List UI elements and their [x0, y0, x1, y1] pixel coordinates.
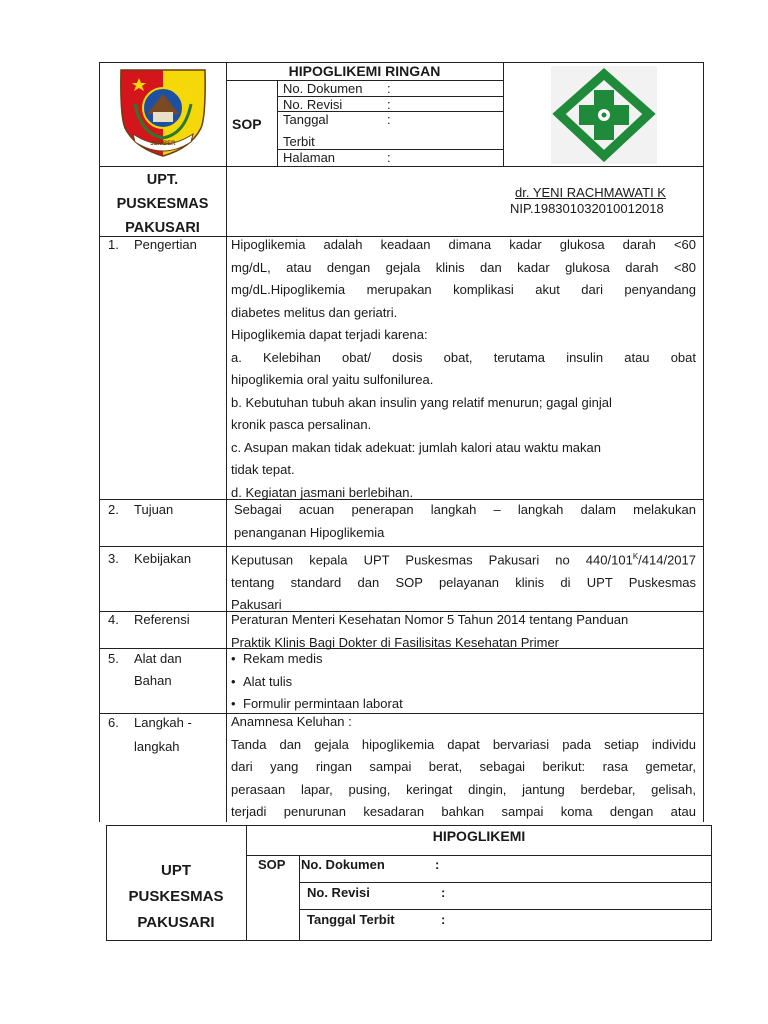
content-line: Pakusari — [231, 597, 282, 613]
bullet-item: • Formulir permintaan laborat — [231, 693, 696, 716]
kebijakan-text-end: /414/2017 — [638, 552, 696, 568]
row-label: Bahan — [134, 673, 172, 688]
content-line: Sebagai acuan penerapan langkah – langkah dalam melakukan — [234, 502, 696, 517]
content-line: kronik pasca persalinan. — [231, 417, 372, 432]
field-no-dokumen-colon: : — [387, 81, 391, 96]
row-content — [231, 711, 696, 824]
content-line: tentang standard dan SOP pelayanan klinis di UPT Puskesmas — [231, 574, 696, 590]
next-field-no-revisi-colon: : — [441, 885, 446, 900]
content-line: diabetes melitus dan geriatri. — [231, 304, 398, 320]
content-line: Praktik Klinis Bagi Dokter di Fasilisitas Kesehatan Primer — [231, 634, 560, 650]
content-line — [231, 546, 696, 572]
content-line: Hipoglikemia adalah keadaan dimana kadar glukosa darah <60 — [231, 237, 696, 252]
next-field-no-dokumen-colon: : — [435, 857, 440, 872]
content-line: terjadi penurunan kesadaran bahkan sampai koma dengan atau — [231, 804, 696, 819]
row-label: Langkah - — [134, 715, 192, 730]
sop-title: HIPOGLIKEMI RINGAN — [288, 63, 441, 79]
field-no-revisi-colon: : — [387, 97, 391, 112]
row-number: 3. — [108, 551, 119, 566]
content-line: a. Kelebihan obat/ dosis obat, terutama insulin atau obat — [231, 349, 696, 365]
next-sop-title: HIPOGLIKEMI — [432, 828, 526, 844]
content-line: perasaan lapar, pusing, keringat dingin, jantung berdebar, gelisah, — [231, 781, 696, 797]
next-org-line-3: PAKUSARI — [137, 914, 215, 931]
row-number: 6. — [108, 715, 119, 730]
content-line: mg/dL.Hipoglikemia merupakan komplikasi akut dari penyandang — [231, 282, 696, 297]
signer-nip: NIP.198301032010012018 — [510, 201, 664, 216]
puskesmas-logo — [551, 66, 657, 164]
row-content — [231, 546, 696, 617]
row-number: 2. — [108, 502, 119, 517]
content-line: b. Kebutuhan tubuh akan insulin yang relatif menurun; gagal ginjal — [231, 394, 612, 410]
jember-regency-logo — [117, 64, 209, 162]
row-label: Pengertian — [134, 237, 197, 252]
content-line: Anamnesa Keluhan : — [231, 714, 352, 729]
next-field-tanggal-colon: : — [441, 912, 446, 927]
bullet-item: • Rekam medis — [231, 648, 696, 671]
sop-label: SOP — [232, 116, 262, 132]
content-line: hipoglikemia oral yaitu sulfonilurea. — [231, 372, 434, 387]
row-content — [234, 499, 696, 544]
row-number: 4. — [108, 612, 119, 627]
org-line-1: UPT. — [146, 172, 179, 188]
org-line-3: PAKUSARI — [125, 220, 200, 236]
next-field-tanggal-label: Tanggal Terbit — [307, 912, 395, 927]
signer-name: dr. YENI RACHMAWATI K — [515, 185, 666, 200]
row-content — [231, 234, 696, 504]
content-line: tidak tepat. — [231, 462, 295, 477]
row-number: 5. — [108, 651, 119, 666]
content-line: dari yang ringan sampai berat, sebagai berikut: rasa gemetar, — [231, 759, 696, 774]
content-line: Hipoglikemia dapat terjadi karena: — [231, 327, 428, 342]
field-terbit-label: Terbit — [283, 134, 315, 149]
next-field-no-dokumen-label: No. Dokumen — [301, 857, 385, 872]
next-sop-label: SOP — [258, 857, 286, 872]
content-line: penanganan Hipoglikemia — [234, 524, 385, 540]
row-label: Kebijakan — [134, 551, 192, 566]
field-tanggal-label: Tanggal — [283, 112, 329, 127]
row-label: langkah — [134, 739, 180, 754]
next-field-no-revisi-label: No. Revisi — [307, 885, 370, 900]
kebijakan-superscript: K — [632, 552, 639, 561]
next-org-line-1: UPT — [161, 862, 191, 879]
field-halaman-label: Halaman — [283, 150, 336, 165]
row-label: Alat dan — [134, 651, 182, 666]
content-line: Tanda dan gejala hipoglikemia dapat bervariasi pada setiap individu — [231, 736, 696, 752]
content-line: d. Kegiatan jasmani berlebihan. — [231, 484, 414, 500]
logo-caption: JEMBER — [150, 141, 176, 147]
field-no-dokumen-label: No. Dokumen — [283, 81, 363, 96]
kebijakan-text-start: Keputusan kepala UPT Puskesmas Pakusari no 440/101 — [231, 552, 633, 568]
next-org-line-2: PUSKESMAS — [128, 888, 224, 905]
content-line: c. Asupan makan tidak adekuat: jumlah kalori atau waktu makan — [231, 439, 601, 455]
org-line-2: PUSKESMAS — [116, 196, 209, 212]
row-label: Tujuan — [134, 502, 174, 517]
field-halaman-colon: : — [387, 150, 391, 165]
content-line: mg/dL, atau dengan gejala klinis dan kadar glukosa darah <80 — [231, 259, 696, 275]
field-tanggal-colon: : — [387, 112, 391, 127]
content-line: Peraturan Menteri Kesehatan Nomor 5 Tahun 2014 tentang Panduan — [231, 612, 629, 627]
bullet-item: • Alat tulis — [231, 671, 696, 694]
field-no-revisi-label: No. Revisi — [283, 97, 343, 112]
row-label: Referensi — [134, 612, 190, 627]
row-number: 1. — [108, 237, 119, 252]
row-content — [231, 648, 696, 716]
